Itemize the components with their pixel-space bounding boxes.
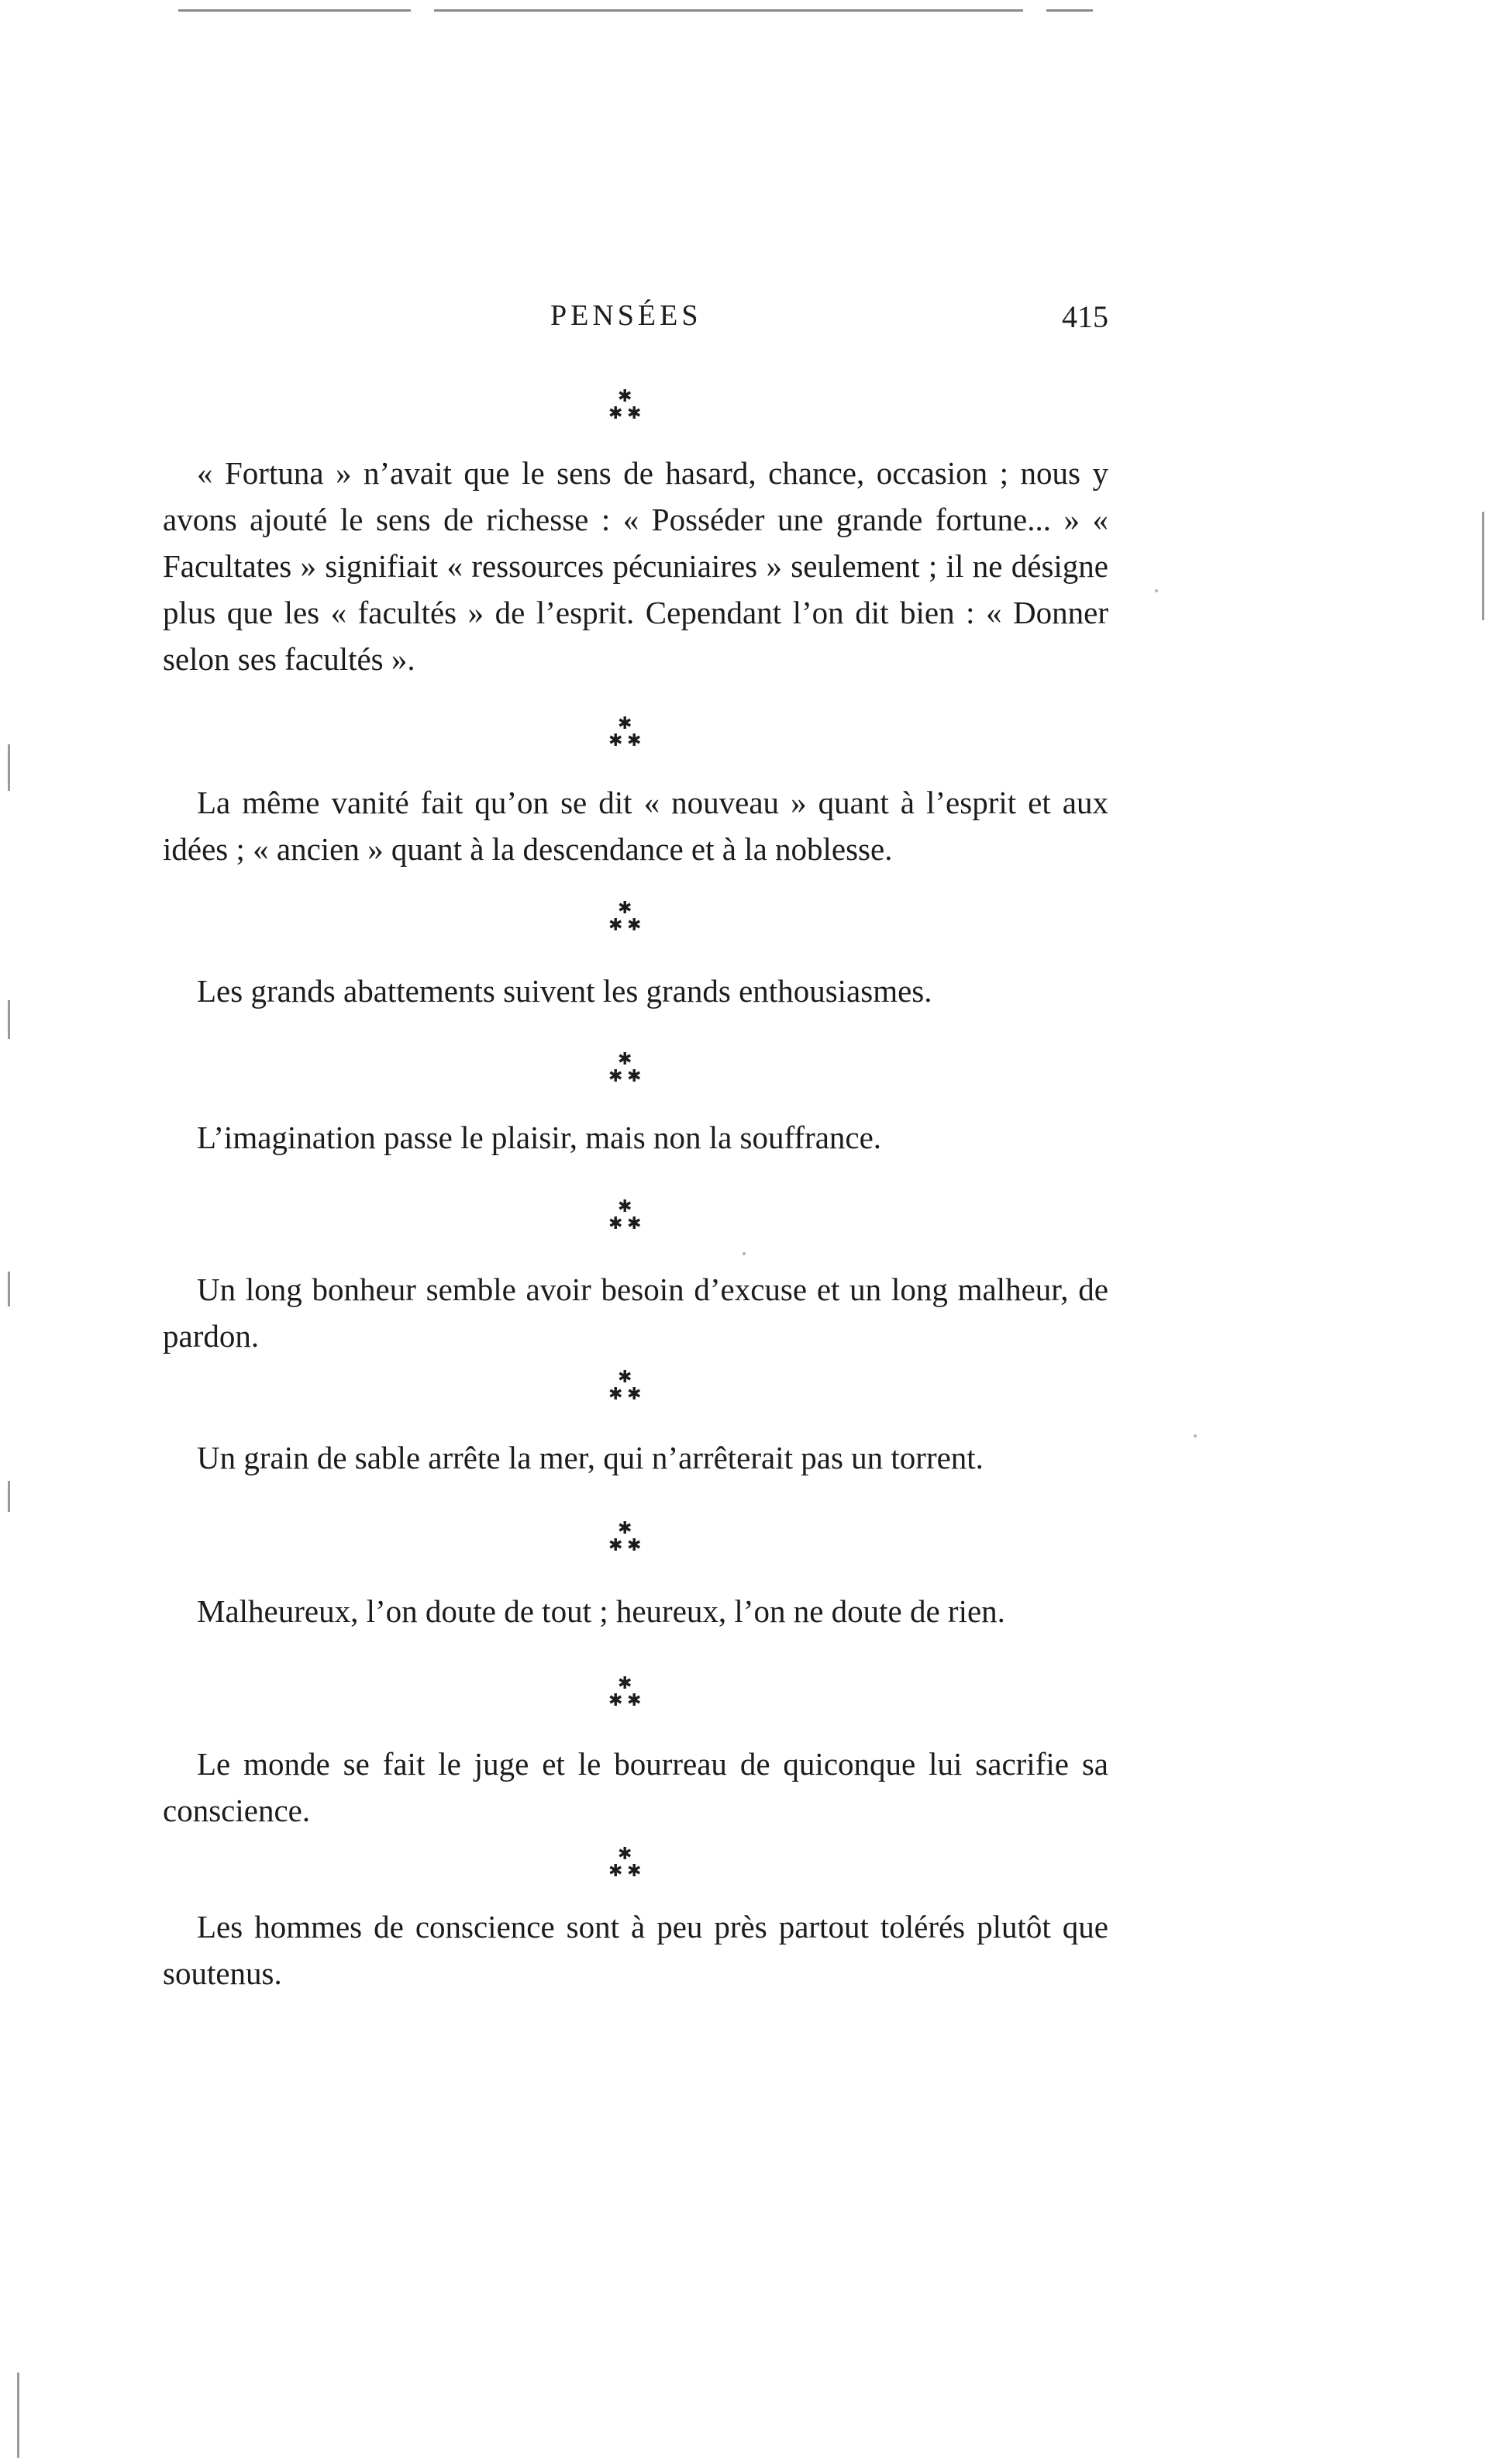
pensee-paragraph: La même vanité fait qu’on se dit « nouveau » quant à l’esprit et aux idées ; « ancien » quant à la descendance et à la noblesse. xyxy=(163,785,1108,867)
scan-edge-line xyxy=(1046,9,1093,12)
scan-speck xyxy=(1194,1434,1197,1437)
asterism-separator: ✱ ✱ ✱ xyxy=(608,1518,642,1555)
asterism-separator: ✱ ✱ ✱ xyxy=(608,898,642,934)
scan-margin-line xyxy=(8,1481,10,1512)
scan-edge-line xyxy=(178,9,411,12)
pensee-paragraph: Les grands abattements suivent les grands enthousiasmes. xyxy=(197,973,932,1009)
asterism-separator: ✱ ✱ ✱ xyxy=(608,1367,642,1403)
scan-speck xyxy=(743,1252,746,1255)
asterism-separator: ✱ ✱ ✱ xyxy=(608,386,642,423)
pensee-paragraph: Le monde se fait le juge et le bourreau de quiconque lui sacrifie sa conscience. xyxy=(163,1746,1108,1828)
scan-edge-line xyxy=(434,9,1023,12)
scan-margin-line xyxy=(8,744,10,791)
pensee-paragraph: Un long bonheur semble avoir besoin d’excuse et un long malheur, de pardon. xyxy=(163,1272,1108,1354)
asterism-separator: ✱ ✱ ✱ xyxy=(608,1049,642,1085)
page-header xyxy=(163,299,1108,345)
running-title: PENSÉES xyxy=(550,299,702,332)
scan-margin-line xyxy=(8,1272,10,1306)
pensee-paragraph: « Fortuna » n’avait que le sens de hasard, chance, occasion ; nous y avons ajouté le sens de richesse : « Posséder une grande fortune... » « Facultates » signifiait « ressources pécuniaires » seulement ; il ne désigne plus que les « facultés » de l’esprit. Cependant l’on dit bien : « Donner selon ses facultés ». xyxy=(163,455,1108,677)
asterism-separator: ✱ ✱ ✱ xyxy=(608,1196,642,1233)
asterism-separator: ✱ ✱ ✱ xyxy=(608,1673,642,1710)
asterism-separator: ✱ ✱ ✱ xyxy=(608,1844,642,1880)
pensee-paragraph: L’imagination passe le plaisir, mais non la souffrance. xyxy=(197,1120,882,1155)
pensee-paragraph: Malheureux, l’on doute de tout ; heureux, l’on ne doute de rien. xyxy=(197,1593,1005,1629)
page-number: 415 xyxy=(1062,299,1108,334)
scan-speck xyxy=(1155,589,1158,592)
pensee-paragraph: Les hommes de conscience sont à peu près partout tolérés plutôt que soutenus. xyxy=(163,1909,1108,1991)
scan-margin-line xyxy=(8,1000,10,1039)
pensee-paragraph: Un grain de sable arrête la mer, qui n’arrêterait pas un torrent. xyxy=(197,1440,984,1475)
scan-margin-line xyxy=(17,2373,19,2458)
scan-margin-line xyxy=(1482,512,1484,620)
asterism-separator: ✱ ✱ ✱ xyxy=(608,713,642,750)
